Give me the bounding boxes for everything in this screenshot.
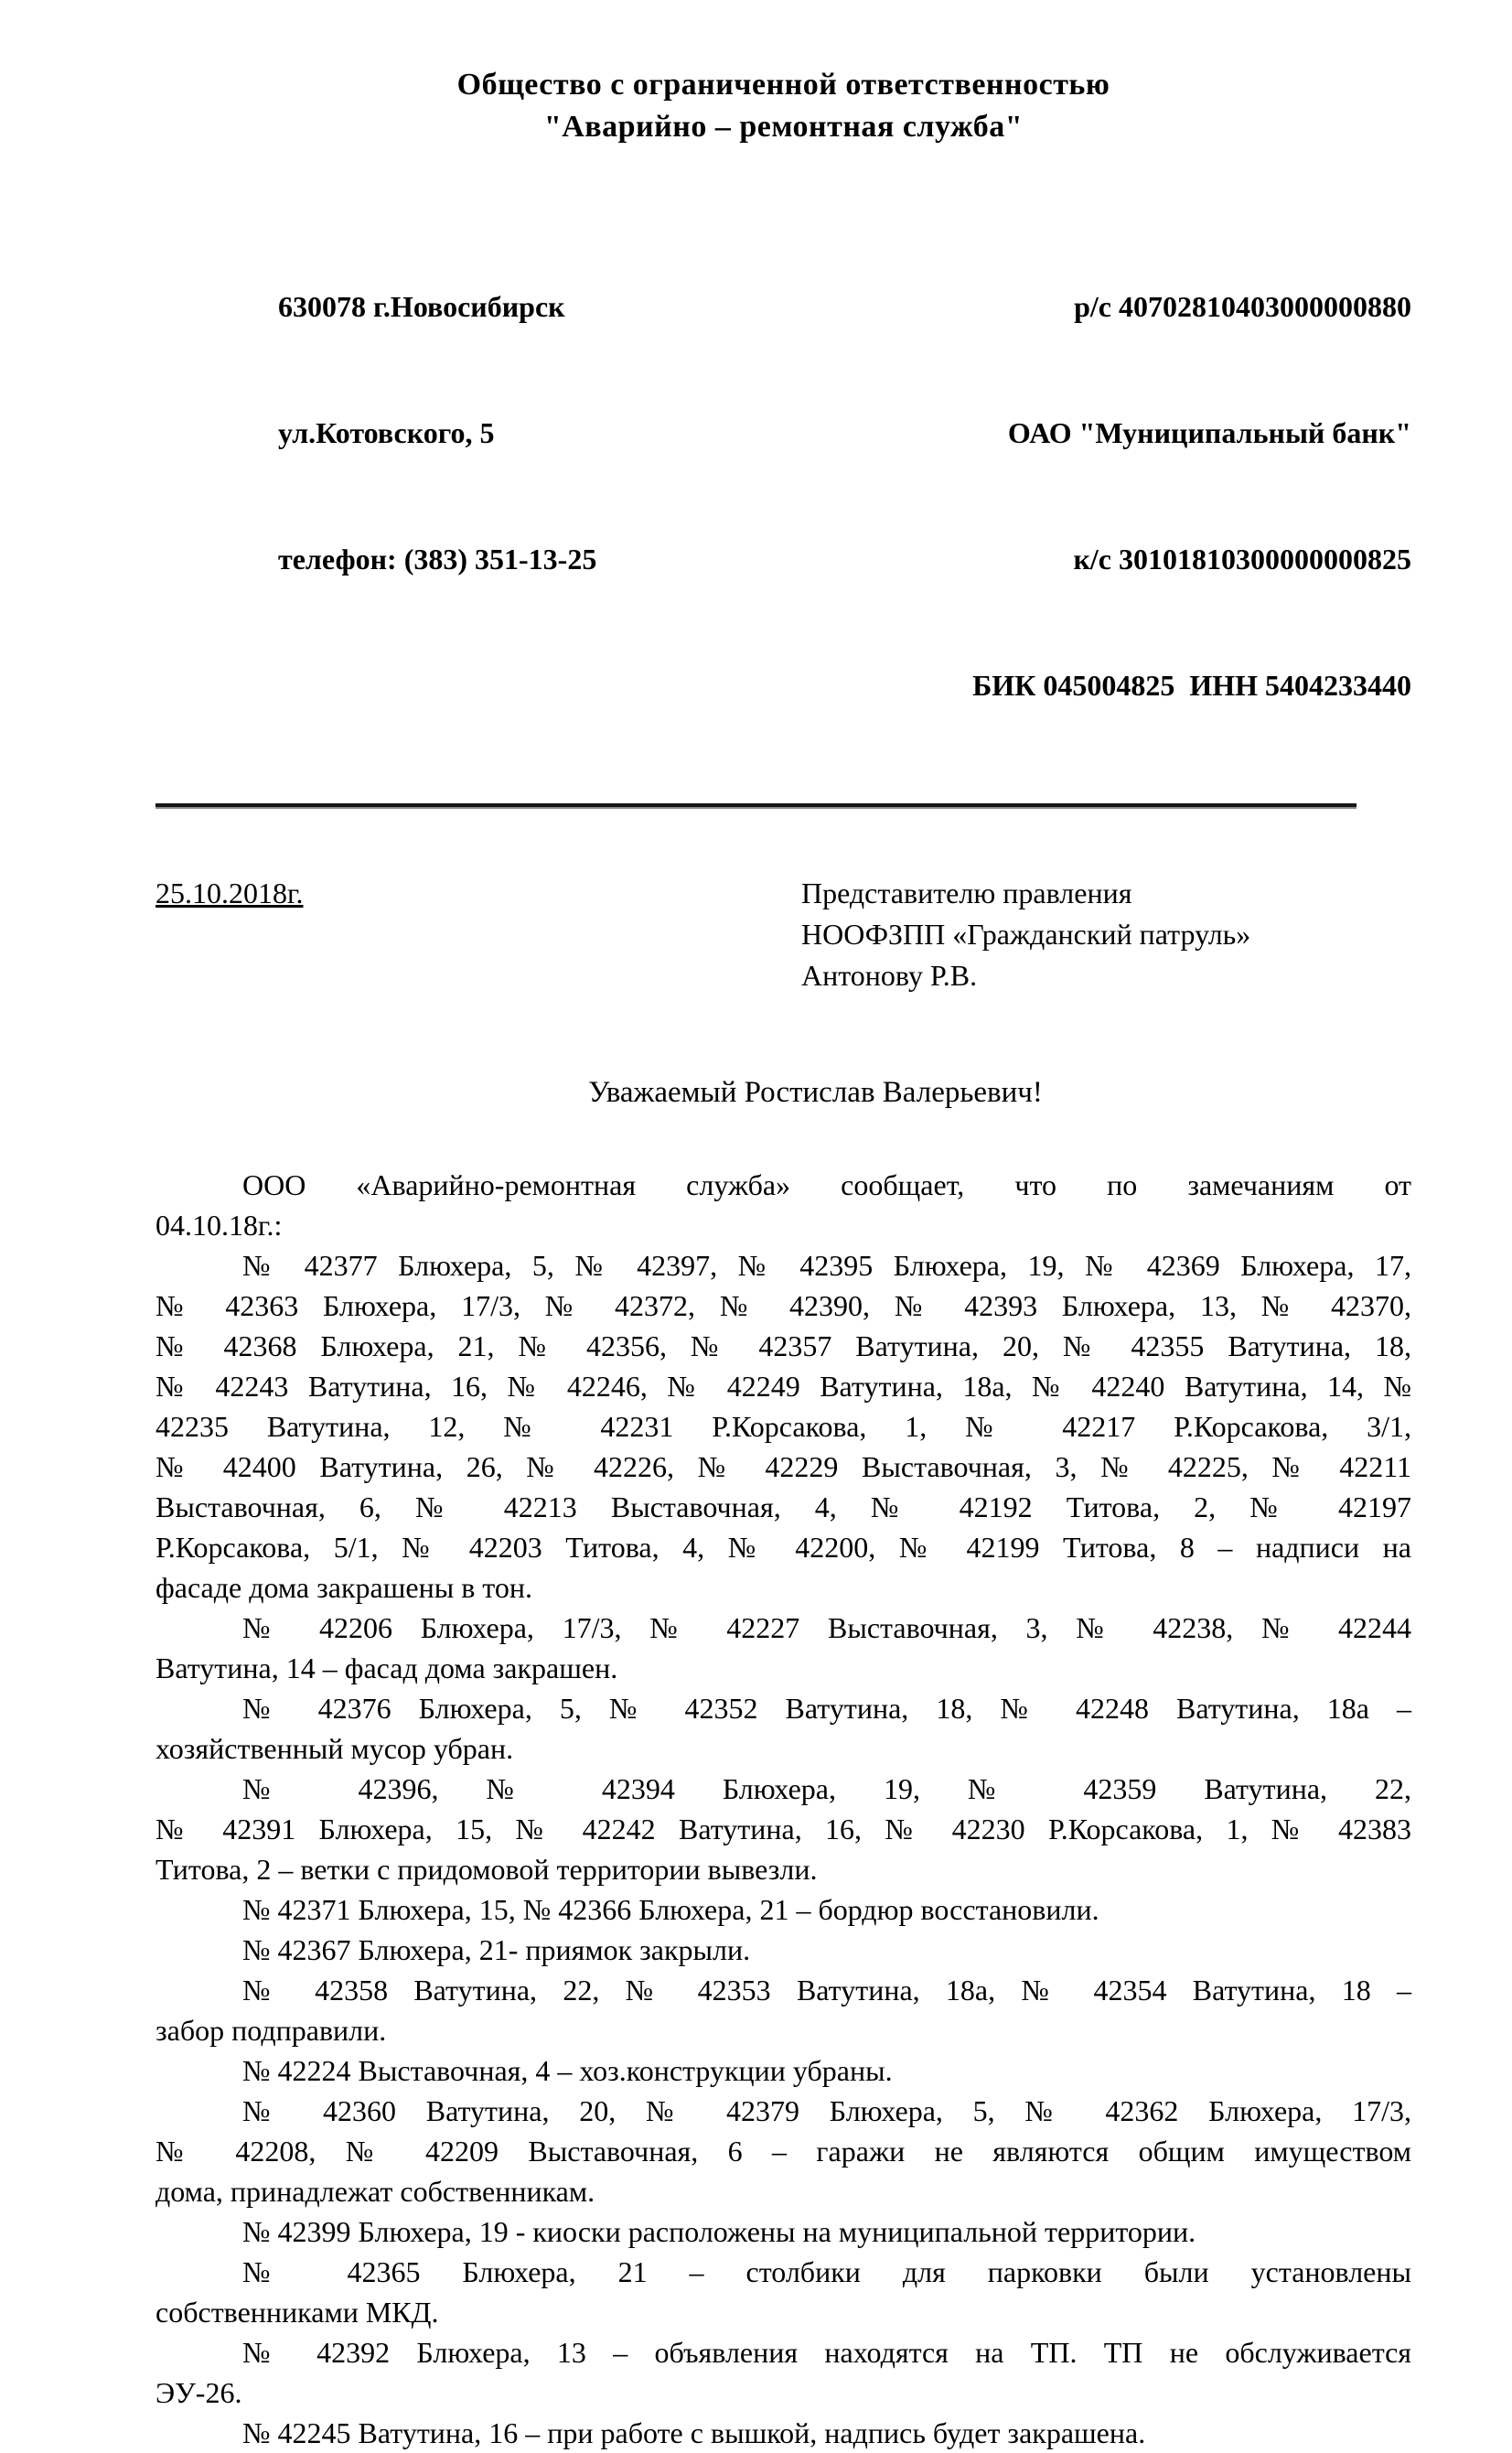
body-line: Выставочная, 6, № 42213 Выставочная, 4, № 42192 Титова, 2, № 42197 bbox=[155, 1490, 1411, 1523]
body-line: № 42243 Ватутина, 16, № 42246, № 42249 Ватутина, 18а, № 42240 Ватутина, 14, № bbox=[155, 1370, 1411, 1403]
bank-line: к/с 30101810300000000825 bbox=[1073, 543, 1411, 576]
body-line: № 42376 Блюхера, 5, № 42352 Ватутина, 18, № 42248 Ватутина, 18а – bbox=[242, 1692, 1411, 1725]
body-line: Ватутина, 14 – фасад дома закрашен. bbox=[155, 1651, 618, 1684]
body-line: дома, принадлежат собственникам. bbox=[155, 2175, 595, 2208]
body-line: фасаде дома закрашены в тон. bbox=[155, 1571, 532, 1604]
paragraph-curb-restored bbox=[155, 1889, 1411, 1930]
body-line: № 42363 Блюхера, 17/3, № 42372, № 42390, № 42393 Блюхера, 13, № 42370, bbox=[155, 1289, 1411, 1322]
paragraph-pit-closed bbox=[155, 1930, 1411, 1970]
paragraph-intro bbox=[155, 1165, 1411, 1245]
salutation: Уважаемый Ростислав Валерьевич! bbox=[588, 1076, 1043, 1109]
body-line: № 42358 Ватутина, 22, № 42353 Ватутина, 18а, № 42354 Ватутина, 18 – bbox=[242, 1974, 1411, 2007]
body-line: Р.Корсакова, 5/1, № 42203 Титова, 4, № 42200, № 42199 Титова, 8 – надписи на bbox=[155, 1531, 1411, 1564]
body-line: 04.10.18г.: bbox=[155, 1209, 283, 1242]
body-line: № 42367 Блюхера, 21- приямок закрыли. bbox=[242, 1933, 751, 1966]
body-line: № 42400 Ватутина, 26, № 42226, № 42229 Выставочная, 3, № 42225, № 42211 bbox=[155, 1450, 1411, 1483]
body-line: Титова, 2 – ветки с придомовой территории вывезли. bbox=[155, 1853, 818, 1886]
paragraph-parking-posts bbox=[155, 2252, 1411, 2332]
paragraph-fence-fixed bbox=[155, 1970, 1411, 2050]
letterhead bbox=[155, 64, 1411, 809]
recipient-line: Антонову Р.В. bbox=[801, 959, 978, 992]
body-line: № 42377 Блюхера, 5, № 42397, № 42395 Блюхера, 19, № 42369 Блюхера, 17, bbox=[242, 1249, 1411, 1282]
recipient-block bbox=[801, 873, 1250, 996]
body-line: № 42399 Блюхера, 19 - киоски расположены на муниципальной территории. bbox=[242, 2215, 1196, 2248]
body-line: хозяйственный мусор убран. bbox=[155, 1732, 514, 1765]
paragraph-facade-painted bbox=[155, 1608, 1411, 1688]
paragraph-facade-painted-tone bbox=[155, 1245, 1411, 1608]
recipient-line: НООФЗПП «Гражданский патруль» bbox=[801, 918, 1251, 951]
body-line: ООО «Аварийно-ремонтная служба» сообщает, что по замечаниям от bbox=[242, 1168, 1411, 1201]
bank-line: р/с 40702810403000000880 bbox=[1074, 290, 1411, 323]
address-line: ул.Котовского, 5 bbox=[278, 416, 495, 449]
body-line: № 42368 Блюхера, 21, № 42356, № 42357 Ватутина, 20, № 42355 Ватутина, 18, bbox=[155, 1329, 1411, 1362]
body-line: № 42208, № 42209 Выставочная, 6 – гаражи не являются общим имуществом bbox=[155, 2135, 1411, 2168]
paragraph-kiosks-municipal bbox=[155, 2211, 1411, 2252]
paragraph-branches-removed bbox=[155, 1769, 1411, 1889]
bank-line: ОАО "Муниципальный банк" bbox=[1007, 416, 1411, 449]
recipient-line: Представителю правления bbox=[801, 877, 1132, 909]
company-type-line: Общество с ограниченной ответственностью bbox=[456, 68, 1110, 102]
paragraph-constructions-removed bbox=[155, 2050, 1411, 2091]
contacts-block bbox=[155, 201, 1411, 791]
body-line: № 42245 Ватутина, 16 – при работе с вышкой, надпись будет закрашена. bbox=[242, 2416, 1146, 2449]
body-line: № 42365 Блюхера, 21 – столбики для парковки были установлены bbox=[242, 2255, 1411, 2288]
date-recipient-section bbox=[155, 873, 1411, 1001]
body-line: забор подправили. bbox=[155, 2014, 387, 2047]
letter-body bbox=[155, 1165, 1411, 2453]
address-line: 630078 г.Новосибирск bbox=[278, 290, 565, 323]
body-line: № 42224 Выставочная, 4 – хоз.конструкции убраны. bbox=[242, 2054, 893, 2087]
body-line: № 42391 Блюхера, 15, № 42242 Ватутина, 16, № 42230 Р.Корсакова, 1, № 42383 bbox=[155, 1813, 1411, 1845]
company-name-line: "Аварийно – ремонтная служба" bbox=[543, 110, 1024, 144]
bank-details-block bbox=[972, 201, 1411, 791]
body-line: № 42392 Блюхера, 13 – объявления находятся на ТП. ТП не обслуживается bbox=[242, 2336, 1411, 2369]
paragraph-garages-owners bbox=[155, 2091, 1411, 2211]
letter-date: 25.10.2018г. bbox=[155, 877, 304, 909]
body-line: 42235 Ватутина, 12, № 42231 Р.Корсакова, 1, № 42217 Р.Корсакова, 3/1, bbox=[155, 1410, 1411, 1443]
body-line: № 42360 Ватутина, 20, № 42379 Блюхера, 5, № 42362 Блюхера, 17/3, bbox=[242, 2094, 1411, 2127]
bank-line: БИК 045004825 ИНН 5404233440 bbox=[972, 669, 1411, 702]
body-line: № 42206 Блюхера, 17/3, № 42227 Выставочная, 3, № 42238, № 42244 bbox=[242, 1611, 1411, 1644]
body-line: № 42396, № 42394 Блюхера, 19, № 42359 Ватутина, 22, bbox=[242, 1772, 1411, 1805]
paragraph-garbage-removed bbox=[155, 1688, 1411, 1769]
paragraph-inscription-will-be-painted bbox=[155, 2413, 1411, 2453]
body-line: ЭУ-26. bbox=[155, 2376, 242, 2409]
company-address-block bbox=[155, 201, 596, 791]
header-divider bbox=[155, 803, 1357, 809]
paragraph-ads-on-tp bbox=[155, 2332, 1411, 2413]
body-line: собственниками МКД. bbox=[155, 2296, 439, 2329]
address-line: телефон: (383) 351-13-25 bbox=[278, 543, 597, 576]
body-line: № 42371 Блюхера, 15, № 42366 Блюхера, 21 – бордюр восстановили. bbox=[242, 1893, 1099, 1926]
